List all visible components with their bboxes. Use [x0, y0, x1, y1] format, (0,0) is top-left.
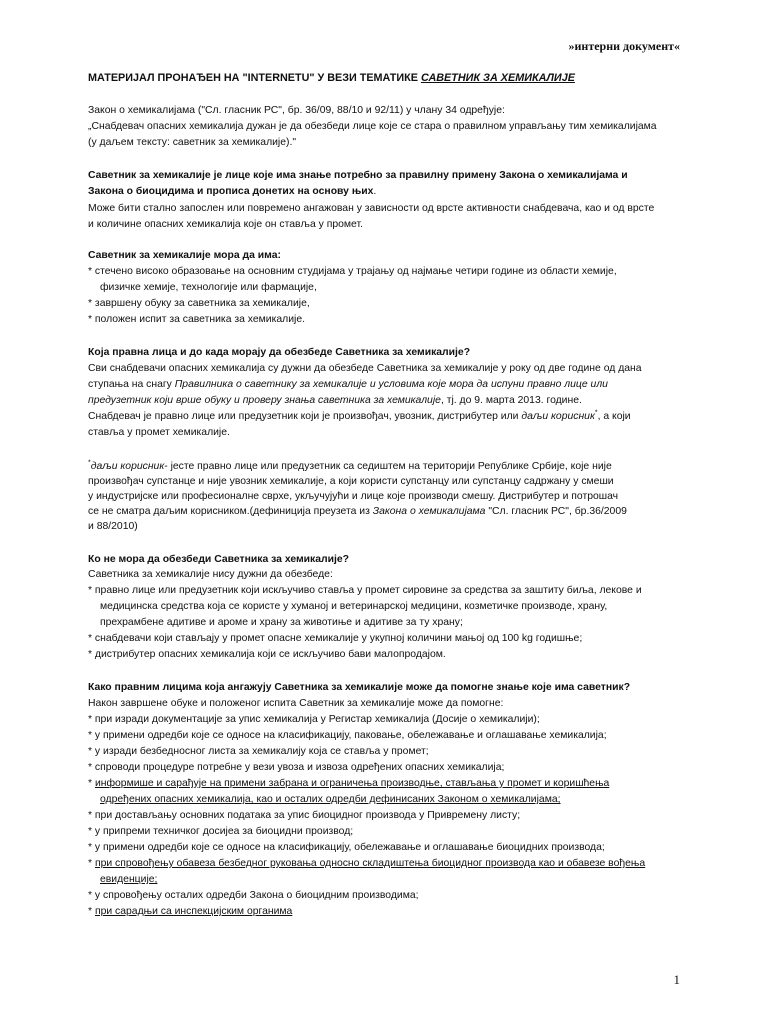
- definition-text: и количине опасних хемикалија које он ставља у промет.: [88, 219, 363, 230]
- list-item: * правно лице или предузетник који искључиво ставља у промет сировине за средства за заштиту биља, лекове и: [88, 585, 642, 596]
- list-item: * при спровођењу обавеза безбедног руковања односно складиштења биоцидног производа као и обавезе вођења: [88, 858, 646, 869]
- list-item: * дистрибутер опасних хемикалија који се искључиво бави малопродајом.: [88, 649, 446, 660]
- list-item: евиденције;: [100, 874, 158, 885]
- list-item: * при достављању основних података за упис биоцидног производа у Привремену листу;: [88, 810, 521, 821]
- obligation-heading: Која правна лица и до када морају да обезбеде Саветника за хемикалије?: [88, 347, 471, 358]
- footnote: се не сматра даљим корисником.(дефиниција преузета из Закона о хемикалијама "Сл. гласник РС", бр.36/2009: [88, 506, 627, 517]
- obligation-text: предузетник који врше обуку и проверу знања саветника за хемикалије, тј. до 9. марта 2013. године.: [88, 395, 582, 406]
- list-item: * снабдевачи који стављају у промет опасне хемикалије у укупној количини мањој од 100 kg годишње;: [88, 633, 583, 644]
- list-item: * стечено високо образовање на основним студијама у трајању од најмање четири године из области хемије,: [88, 266, 617, 277]
- list-item: * завршену обуку за саветника за хемикалије,: [88, 298, 310, 309]
- page-number: 1: [673, 972, 680, 987]
- list-item: * при сарадњи са инспекцијским органима: [88, 906, 293, 917]
- page-title: [88, 70, 575, 86]
- requirements-heading: Саветник за хемикалије мора да има:: [88, 250, 281, 261]
- obligation-text: ставља у промет хемикалије.: [88, 427, 230, 438]
- footnote: и 88/2010): [88, 521, 138, 532]
- footnote: у индустријске или професионалне сврхе, укључујући и лице које производи смешу. Дистрибутер и потрошач: [88, 491, 619, 502]
- list-item: * у примени одредби које се односе на класификацију, паковање, обележавање и оглашавање хемикалија;: [88, 730, 607, 741]
- list-item: * положен испит за саветника за хемикалије.: [88, 314, 305, 325]
- list-item: одређених опасних хемикалија, као и осталих одредби дефинисаних Законом о хемикалијама;: [100, 794, 561, 805]
- list-item: * у примени одредби које се односе на класификацију, обележавање и оглашавање биоцидних производа;: [88, 842, 605, 853]
- list-item: * у спровођењу осталих одредби Закона о биоцидним производима;: [88, 890, 419, 901]
- footnote: произвођач супстанце и није увозник хемикалије, а који користи супстанцу или супстанцу садржану у смеши: [88, 476, 614, 487]
- definition-bold: Саветник за хемикалије је лице које има знање потребно за правилну примену Закона о хемикалијама и: [88, 170, 628, 181]
- list-item: * у изради безбедносног листа за хемикалију која се ставља у промет;: [88, 746, 429, 757]
- benefits-intro: Након завршене обуке и положеног испита Саветник за хемикалије може да помогне:: [88, 698, 504, 709]
- obligation-text: Снабдевач је правно лице или предузетник који је произвођач, увозник, дистрибутер или даљи корисник*, а који: [88, 409, 631, 422]
- list-item: физичке хемије, технологије или фармације,: [100, 282, 317, 293]
- list-item: * при изради документације за упис хемикалија у Регистар хемикалија (Досије о хемикалији);: [88, 714, 540, 725]
- intro-line: Закон о хемикалијама ("Сл. гласник РС", бр. 36/09, 88/10 и 92/11) у члану 34 одређује:: [88, 105, 505, 116]
- intro-line: „Снабдевач опасних хемикалија дужан је да обезбеди лице које се стара о правилном управљању тим хемикалијама: [88, 121, 657, 132]
- title-main: МАТЕРИЈАЛ ПРОНАЂЕН НА "INTERNETU" У ВЕЗИ ТЕМАТИКЕ: [88, 72, 418, 84]
- obligation-text: ступања на снагу Правилника о саветнику за хемикалије и условима које мора да испуни правно лице или: [88, 379, 608, 390]
- list-item: * спроводи процедуре потребне у вези увоза и извоза одређених опасних хемикалија;: [88, 762, 505, 773]
- definition-bold: Закона о биоцидима и прописа донетих на основу њих.: [88, 186, 377, 197]
- benefits-heading: Како правним лицима која ангажују Саветника за хемикалије може да помогне знање које има саветник?: [88, 682, 631, 693]
- intro-line: (у даљем тексту: саветник за хемикалије).": [88, 137, 297, 148]
- exemptions-heading: Ко не мора да обезбеди Саветника за хемикалије?: [88, 554, 350, 565]
- footnote: *даљи корисник- јесте правно лице или предузетник са седиштем на територији Републике Србије, које није: [88, 459, 612, 472]
- list-item: * информише и сарађује на примени забрана и ограничења производње, стављања у промет и коришћења: [88, 778, 610, 789]
- list-item: * у припреми техничког досијеа за биоцидни производ;: [88, 826, 354, 837]
- exemptions-intro: Саветника за хемикалије нису дужни да обезбеде:: [88, 569, 333, 580]
- definition-text: Може бити стално запослен или повремено ангажован у зависности од врсте активности снабдевача, као и од врсте: [88, 203, 655, 214]
- title-topic: САВЕТНИК ЗА ХЕМИКАЛИЈЕ: [420, 72, 575, 84]
- list-item: медицинска средства која се користе у хуманој и ветеринарској медицини, козметичке производе, храну,: [100, 601, 608, 612]
- obligation-text: Сви снабдевачи опасних хемикалија су дужни да обезбеде Саветника за хемикалије у року од две године од дана: [88, 363, 642, 374]
- list-item: прехрамбене адитиве и ароме и храну за животиње и адитиве за ту храну;: [100, 617, 463, 628]
- internal-document-stamp: »интерни документ«: [568, 39, 680, 53]
